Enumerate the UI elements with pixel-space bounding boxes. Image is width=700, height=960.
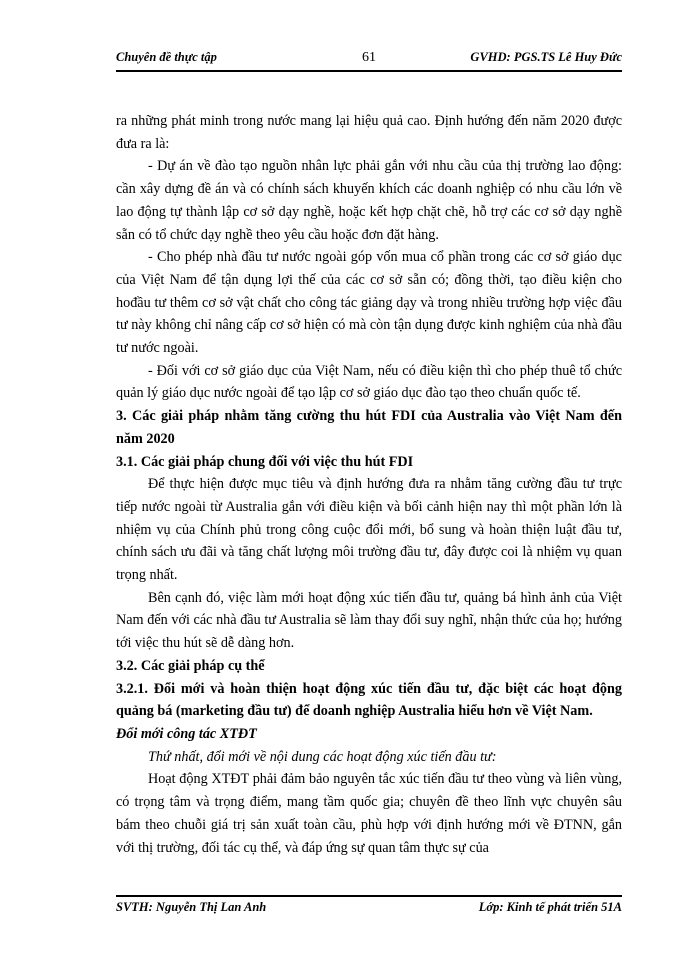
heading-xtdt-innovation: Đổi mới công tác XTĐT — [116, 725, 257, 742]
paragraph-first-content: Thứ nhất, đổi mới về nội dung các hoạt động xúc tiến đầu tư: — [148, 748, 497, 765]
paragraph-investment-promotion: Bên cạnh đó, việc làm mới hoạt động xúc tiến đầu tư, quảng bá hình ảnh của Việt Nam đến với các nhà đầu tư Australia sẽ làm thay đổi suy nghĩ, nhận thức của họ; hướng tới việc thu hút sẽ dễ dàng hơn. — [116, 589, 622, 652]
subsection-heading-3-2: 3.2. Các giải pháp cụ thể — [116, 657, 265, 674]
footer-class: Lớp: Kinh tế phát triển 51A — [478, 900, 622, 914]
footer-student: SVTH: Nguyễn Thị Lan Anh — [116, 900, 267, 914]
bullet-education-management: - Đối với cơ sở giáo dục của Việt Nam, nếu có điều kiện thì cho phép thuê tổ chức quản lý giáo dục nước ngoài để tạo lập cơ sở giáo dục đào tạo theo chuẩn quốc tế. — [116, 362, 622, 402]
footer-rule — [116, 895, 622, 897]
subsection-heading-3-1: 3.1. Các giải pháp chung đối với việc thu hút FDI — [116, 453, 414, 470]
page-footer — [116, 900, 622, 920]
header-course-title: Chuyên đề thực tập — [116, 50, 217, 64]
document-body — [116, 110, 622, 859]
bullet-foreign-capital: - Cho phép nhà đầu tư nước ngoài góp vốn mua cổ phần trong các cơ sở giáo dục của Việt Nam để tận dụng lợi thế của các cơ sở sẵn có; đồng thời, tạo điều kiện cho hođầu tư thêm cơ sở vật chất cho công tác giảng dạy và trong nhiều trường hợp việc đầu tư này không chỉ nâng cấp cơ sở hiện có mà còn tận dụng được kinh nghiệm của nhà đầu tư nước ngoài. — [116, 249, 622, 357]
paragraph-intro: ra những phát minh trong nước mang lại hiệu quả cao. Định hướng đến năm 2020 được đưa ra là: — [116, 113, 622, 152]
bullet-human-resources: - Dự án về đào tạo nguồn nhân lực phải gắn với nhu cầu của thị trường lao động: cần xây dựng đề án và có chính sách khuyến khích các doanh nghiệp có nhu cầu lớn về lao động tự thành lập cơ sở dạy nghề, hoặc kết hợp chặt chẽ, hỗ trợ các cơ sở dạy nghề sẵn có tổ chức dạy nghề theo yêu cầu hoặc đơn đặt hàng. — [116, 158, 622, 243]
header-supervisor: GVHD: PGS.TS Lê Huy Đức — [470, 50, 622, 64]
paragraph-xtdt-activities: Hoạt động XTĐT phải đảm bảo nguyên tắc xúc tiến đầu tư theo vùng và liên vùng, có trọng tâm và trọng điểm, mang tầm quốc gia; chuyên đề theo lĩnh vực chuyên sâu bám theo chuỗi giá trị sản xuất toàn cầu, phù hợp với định hướng mới về ĐTNN, gắn với thị trường, đối tác cụ thể, và đáp ứng sự quan tâm thực sự của — [116, 771, 622, 856]
page-number: 61 — [362, 50, 376, 65]
subsection-heading-3-2-1: 3.2.1. Đổi mới và hoàn thiện hoạt động xúc tiến đầu tư, đặc biệt các hoạt động quảng bá (marketing đầu tư) để doanh nghiệp Australia hiểu hơn về Việt Nam. — [116, 680, 622, 720]
paragraph-general-solutions: Để thực hiện được mục tiêu và định hướng đưa ra nhằm tăng cường đầu tư trực tiếp nước ngoài từ Australia gắn với điều kiện và bối cảnh hiện nay thì một phần lớn là nhiệm vụ của Chính phủ trong công cuộc đổi mới, bổ sung và hoàn thiện luật đầu tư, chính sách ưu đãi và tăng chất lượng môi trường đầu tư, đây được coi là nhiệm vụ quan trọng nhất. — [116, 476, 622, 584]
section-heading-3: 3. Các giải pháp nhằm tăng cường thu hút FDI của Australia vào Việt Nam đến năm 2020 — [116, 408, 622, 447]
header-rule — [116, 70, 622, 72]
page-header — [116, 50, 622, 70]
